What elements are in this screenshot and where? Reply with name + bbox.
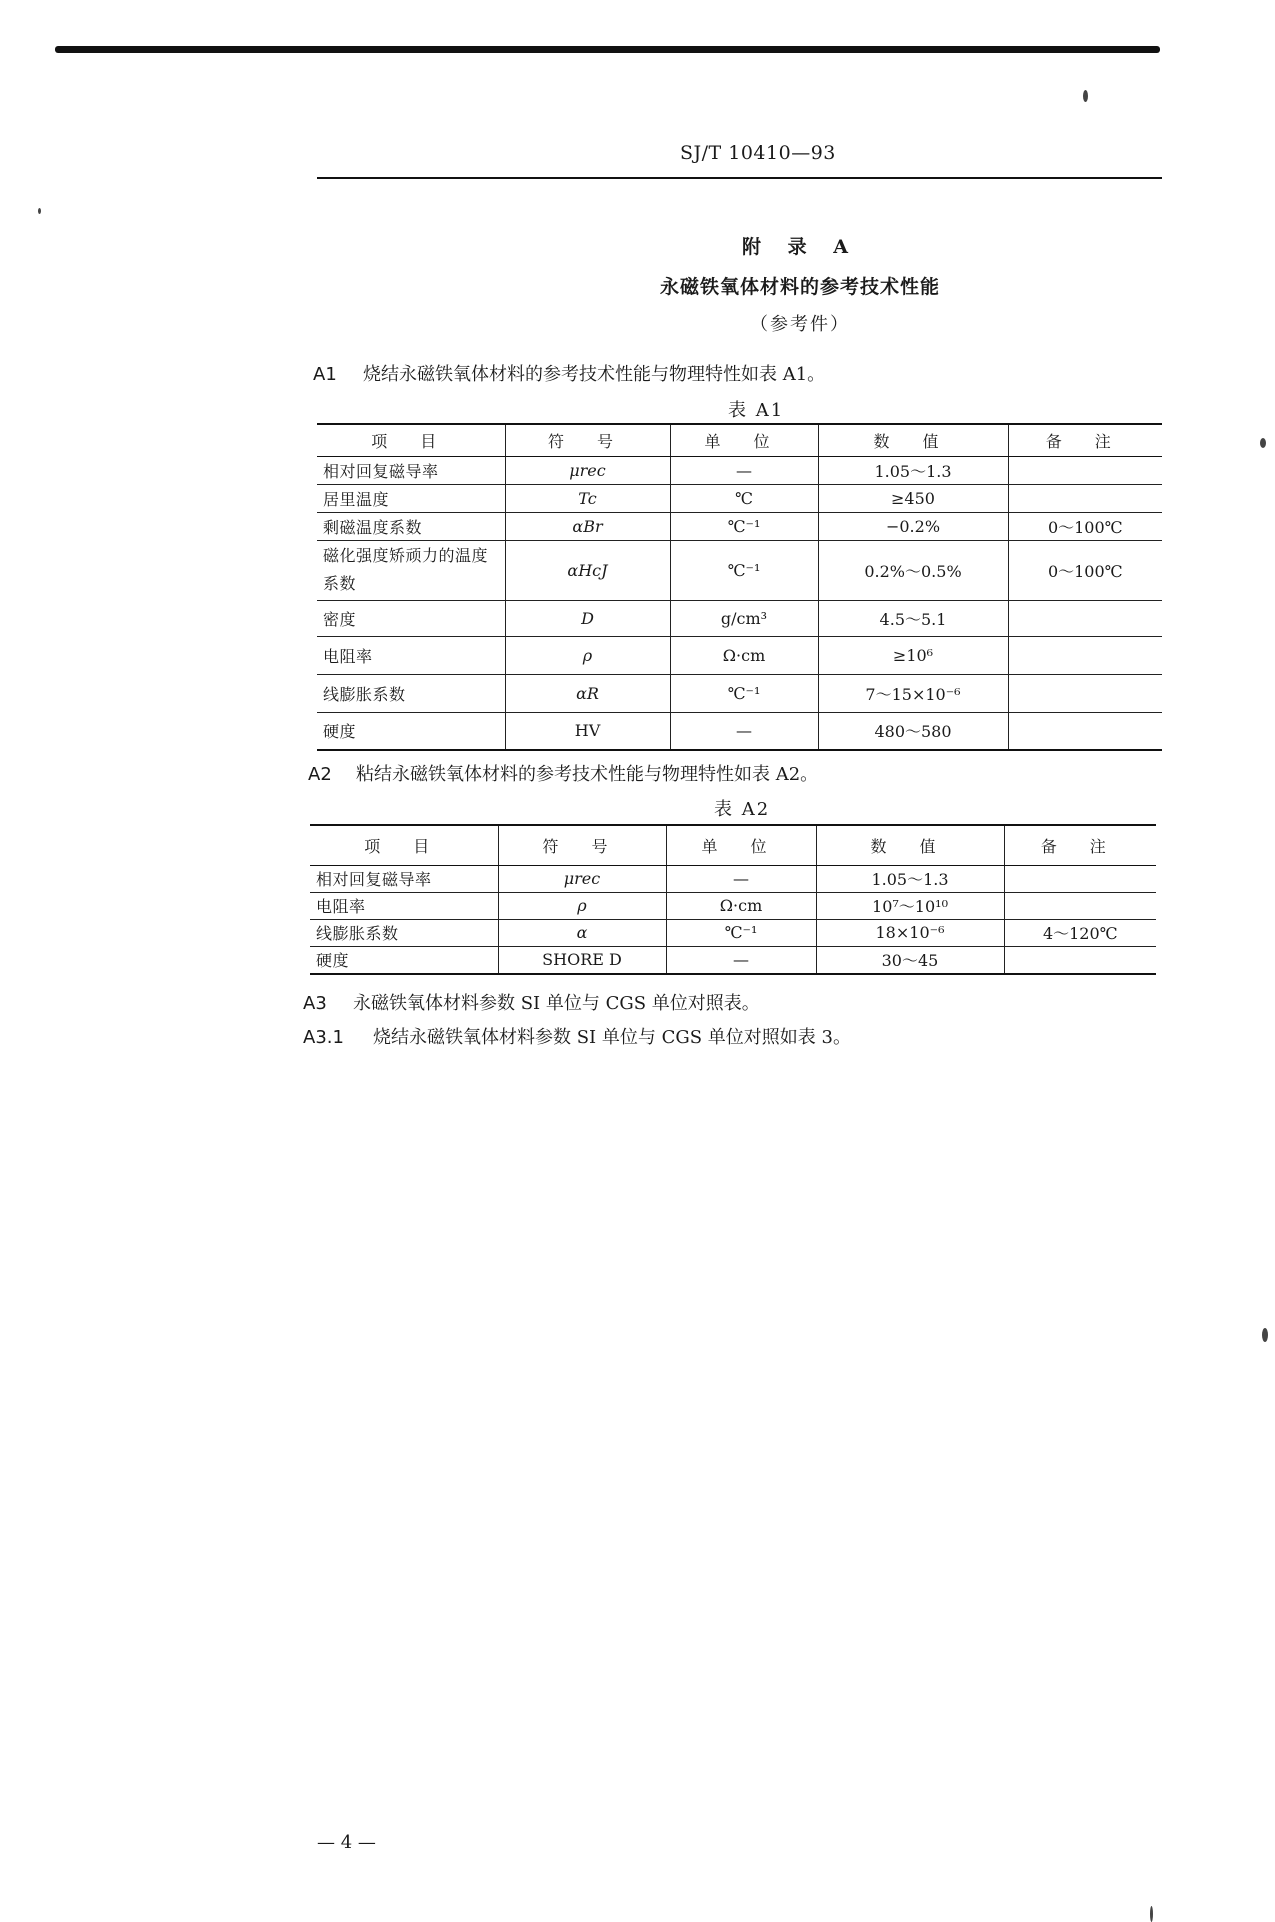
table-row — [317, 674, 1162, 712]
cell-symbol: αBr — [505, 512, 670, 540]
cell-unit: Ω·cm — [670, 636, 818, 674]
header-unit: 单 位 — [666, 825, 816, 865]
paragraph-number: A3 — [303, 993, 327, 1014]
standard-number: SJ/T 10410—93 — [680, 142, 836, 164]
cell-value: 30～45 — [816, 946, 1004, 974]
cell-note — [1008, 456, 1162, 484]
cell-value: 1.05～1.3 — [818, 456, 1008, 484]
header-symbol: 符 号 — [505, 424, 670, 456]
paragraph-a2 — [308, 760, 818, 786]
cell-symbol: ρ — [498, 892, 666, 919]
cell-symbol: α — [498, 919, 666, 946]
header-unit: 单 位 — [670, 424, 818, 456]
table-header-row — [310, 825, 1156, 865]
header-value: 数 值 — [816, 825, 1004, 865]
table-header-row — [317, 424, 1162, 456]
cell-symbol: αR — [505, 674, 670, 712]
cell-note — [1008, 712, 1162, 750]
cell-unit: Ω·cm — [666, 892, 816, 919]
cell-item: 硬度 — [310, 946, 498, 974]
cell-item: 硬度 — [317, 712, 505, 750]
cell-value: 1.05～1.3 — [816, 865, 1004, 892]
cell-symbol: SHORE D — [498, 946, 666, 974]
cell-symbol: αHcJ — [505, 540, 670, 600]
cell-item: 电阻率 — [317, 636, 505, 674]
appendix-note: （参考件） — [750, 314, 850, 335]
cell-value: ≥10⁶ — [818, 636, 1008, 674]
cell-note — [1008, 484, 1162, 512]
cell-unit: ℃⁻¹ — [666, 919, 816, 946]
cell-item: 剩磁温度系数 — [317, 512, 505, 540]
cell-note — [1008, 636, 1162, 674]
cell-note: 4～120℃ — [1004, 919, 1156, 946]
header-note: 备 注 — [1008, 424, 1162, 456]
cell-value: 0.2%～0.5% — [818, 540, 1008, 600]
cell-item: 线膨胀系数 — [310, 919, 498, 946]
page-number: — 4 — — [317, 1832, 376, 1853]
top-scan-rule — [55, 46, 1160, 53]
cell-unit: — — [666, 946, 816, 974]
cell-unit: — — [670, 456, 818, 484]
table-a2 — [310, 824, 1156, 975]
cell-symbol: HV — [505, 712, 670, 750]
cell-unit: ℃⁻¹ — [670, 674, 818, 712]
paragraph-a3-1 — [303, 1023, 851, 1049]
header-item: 项 目 — [317, 424, 505, 456]
cell-value: −0.2% — [818, 512, 1008, 540]
header-rule — [317, 177, 1162, 179]
paragraph-text: 粘结永磁铁氧体材料的参考技术性能与物理特性如表 A2。 — [356, 764, 819, 785]
header-value: 数 值 — [818, 424, 1008, 456]
cell-note — [1004, 865, 1156, 892]
table-a1-caption: 表 A1 — [728, 400, 785, 421]
paragraph-number: A3.1 — [303, 1027, 344, 1048]
cell-unit: ℃⁻¹ — [670, 540, 818, 600]
cell-unit: — — [670, 712, 818, 750]
cell-note: 0～100℃ — [1008, 512, 1162, 540]
table-row — [317, 600, 1162, 636]
paragraph-a1 — [313, 360, 825, 386]
table-row — [310, 892, 1156, 919]
table-row — [310, 865, 1156, 892]
cell-value: ≥450 — [818, 484, 1008, 512]
cell-note — [1004, 946, 1156, 974]
cell-item: 居里温度 — [317, 484, 505, 512]
cell-item: 相对回复磁导率 — [317, 456, 505, 484]
table-a2-caption: 表 A2 — [714, 799, 771, 820]
header-note: 备 注 — [1004, 825, 1156, 865]
paragraph-text: 烧结永磁铁氧体材料参数 SI 单位与 CGS 单位对照如表 3。 — [373, 1027, 851, 1048]
paragraph-number: A1 — [313, 364, 337, 385]
header-item: 项 目 — [310, 825, 498, 865]
paragraph-number: A2 — [308, 764, 332, 785]
cell-note — [1008, 674, 1162, 712]
cell-unit: g/cm³ — [670, 600, 818, 636]
cell-item: 线膨胀系数 — [317, 674, 505, 712]
cell-item: 电阻率 — [310, 892, 498, 919]
table-row — [317, 484, 1162, 512]
cell-note — [1004, 892, 1156, 919]
cell-unit: — — [666, 865, 816, 892]
cell-value: 18×10⁻⁶ — [816, 919, 1004, 946]
table-row — [317, 456, 1162, 484]
cell-item: 相对回复磁导率 — [310, 865, 498, 892]
cell-value: 4.5～5.1 — [818, 600, 1008, 636]
cell-symbol: ρ — [505, 636, 670, 674]
table-row — [310, 919, 1156, 946]
paragraph-a3 — [303, 989, 760, 1015]
cell-value: 480～580 — [818, 712, 1008, 750]
cell-symbol: μrec — [498, 865, 666, 892]
paragraph-text: 烧结永磁铁氧体材料的参考技术性能与物理特性如表 A1。 — [363, 364, 826, 385]
cell-note — [1008, 600, 1162, 636]
cell-item: 密度 — [317, 600, 505, 636]
cell-unit: ℃ — [670, 484, 818, 512]
paragraph-text: 永磁铁氧体材料参数 SI 单位与 CGS 单位对照表。 — [353, 993, 760, 1014]
table-a1 — [317, 423, 1162, 751]
table-row — [317, 540, 1162, 600]
cell-note: 0～100℃ — [1008, 540, 1162, 600]
cell-value: 10⁷～10¹⁰ — [816, 892, 1004, 919]
table-row — [317, 512, 1162, 540]
table-row — [317, 636, 1162, 674]
cell-value: 7～15×10⁻⁶ — [818, 674, 1008, 712]
cell-symbol: μrec — [505, 456, 670, 484]
table-row — [317, 712, 1162, 750]
cell-symbol: Tc — [505, 484, 670, 512]
table-row — [310, 946, 1156, 974]
appendix-label: 附 录 A — [742, 236, 858, 258]
cell-unit: ℃⁻¹ — [670, 512, 818, 540]
appendix-title: 永磁铁氧体材料的参考技术性能 — [659, 276, 940, 298]
header-symbol: 符 号 — [498, 825, 666, 865]
cell-item: 磁化强度矫顽力的温度系数 — [317, 540, 505, 600]
cell-symbol: D — [505, 600, 670, 636]
